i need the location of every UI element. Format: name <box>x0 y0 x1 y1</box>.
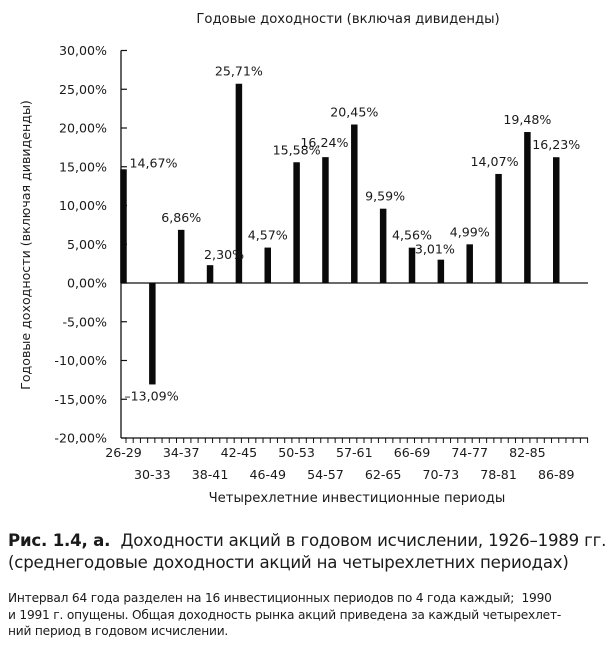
bar-46-49 <box>265 248 272 283</box>
x-tick-labels <box>105 445 574 482</box>
y-tick-label: -10,00% <box>54 353 107 368</box>
data-label-82-85: 19,48% <box>503 112 552 128</box>
x-tick-label-74-77: 74-77 <box>451 445 489 460</box>
x-axis-label: Четырехлетние инвестиционные периоды <box>208 491 506 506</box>
bar-78-81 <box>495 174 502 283</box>
bar-38-41 <box>207 265 214 283</box>
figure-label: Рис. 1.4, а. <box>8 531 111 550</box>
x-tick-label-30-33: 30-33 <box>134 467 171 482</box>
y-tick-label: 20,00% <box>58 120 107 136</box>
bar-50-53 <box>293 162 300 283</box>
bar-86-89 <box>553 157 560 283</box>
data-label-62-65: 9,59% <box>365 188 406 204</box>
figure-note <box>8 590 608 640</box>
x-tick-label-66-69: 66-69 <box>393 445 431 460</box>
x-tick-label-78-81: 78-81 <box>480 467 517 482</box>
x-tick-label-34-37: 34-37 <box>162 445 200 460</box>
bar-54-57 <box>322 157 329 283</box>
x-axis <box>121 283 588 443</box>
figure-caption <box>8 530 608 574</box>
bar-82-85 <box>524 132 531 283</box>
bar-30-33 <box>149 283 156 384</box>
y-tick-label: 15,00% <box>58 159 107 175</box>
data-label-54-57: 16,24% <box>300 135 349 151</box>
x-tick-label-46-49: 46-49 <box>249 467 287 482</box>
x-tick-label-50-53: 50-53 <box>278 445 315 460</box>
chart-title: Годовые доходности (включая дивиденды) <box>196 12 500 27</box>
y-tick-label: -15,00% <box>54 391 107 407</box>
data-label-26-29: 14,67% <box>129 155 178 171</box>
bar-70-73 <box>438 260 445 283</box>
x-tick-label-62-65: 62-65 <box>364 467 402 482</box>
x-tick-label-57-61: 57-61 <box>335 445 373 460</box>
bars <box>120 84 559 385</box>
data-label-74-77: 4,99% <box>449 224 490 240</box>
x-tick-label-38-41: 38-41 <box>191 467 229 482</box>
y-tick-label: -5,00% <box>62 314 107 330</box>
bar-26-29 <box>120 169 127 283</box>
bar-34-37 <box>178 230 185 283</box>
x-tick-label-86-89: 86-89 <box>537 467 575 482</box>
bar-62-65 <box>380 209 387 283</box>
x-tick-label-54-57: 54-57 <box>307 467 344 482</box>
data-label-50-53: 15,58% <box>272 142 321 158</box>
note-line-3: ний период в годовом исчислении. <box>8 624 229 638</box>
y-tick-label: 10,00% <box>58 198 107 213</box>
y-axis-label: Годовые доходности (включая дивиденды) <box>18 100 33 390</box>
y-tick-label: 5,00% <box>66 236 107 252</box>
y-tick-label: 0,00% <box>66 275 107 291</box>
note-line-1: Интервал 64 года разделен на 16 инвестиционных периодов по 4 года каждый; 1990 <box>8 591 552 605</box>
data-label-38-41: 2,30% <box>204 247 245 263</box>
y-tick-label: 30,00% <box>58 43 107 58</box>
data-label-42-45: 25,71% <box>214 63 263 79</box>
x-tick-label-42-45: 42-45 <box>220 445 258 460</box>
bar-74-77 <box>466 244 473 283</box>
data-label-30-33: –13,09% <box>124 388 179 404</box>
data-label-46-49: 4,57% <box>247 227 288 243</box>
x-tick-label-70-73: 70-73 <box>422 467 460 482</box>
y-axis <box>54 43 127 446</box>
caption-line-1 <box>8 530 608 552</box>
bar-57-61 <box>351 125 358 283</box>
y-tick-label: -20,00% <box>54 430 107 446</box>
note-line-2: и 1991 г. опущены. Общая доходность рынка акций приведена за каждый четырехлет- <box>8 607 562 622</box>
data-label-57-61: 20,45% <box>330 104 379 120</box>
caption-title-2: (среднегодовые доходности акций на четырехлетних периодах) <box>8 553 569 572</box>
data-label-34-37: 6,86% <box>161 209 202 225</box>
x-tick-label-26-29: 26-29 <box>105 445 142 460</box>
y-tick-label: 25,00% <box>58 81 107 97</box>
data-label-78-81: 14,07% <box>470 153 519 169</box>
x-tick-label-82-85: 82-85 <box>509 445 546 460</box>
data-label-86-89: 16,23% <box>532 137 581 153</box>
data-label-70-73: 3,01% <box>414 241 455 257</box>
caption-title-1: Доходности акций в годовом исчислении, 1926–1989 гг. <box>120 531 607 550</box>
data-label-66-69: 4,56% <box>391 227 433 243</box>
